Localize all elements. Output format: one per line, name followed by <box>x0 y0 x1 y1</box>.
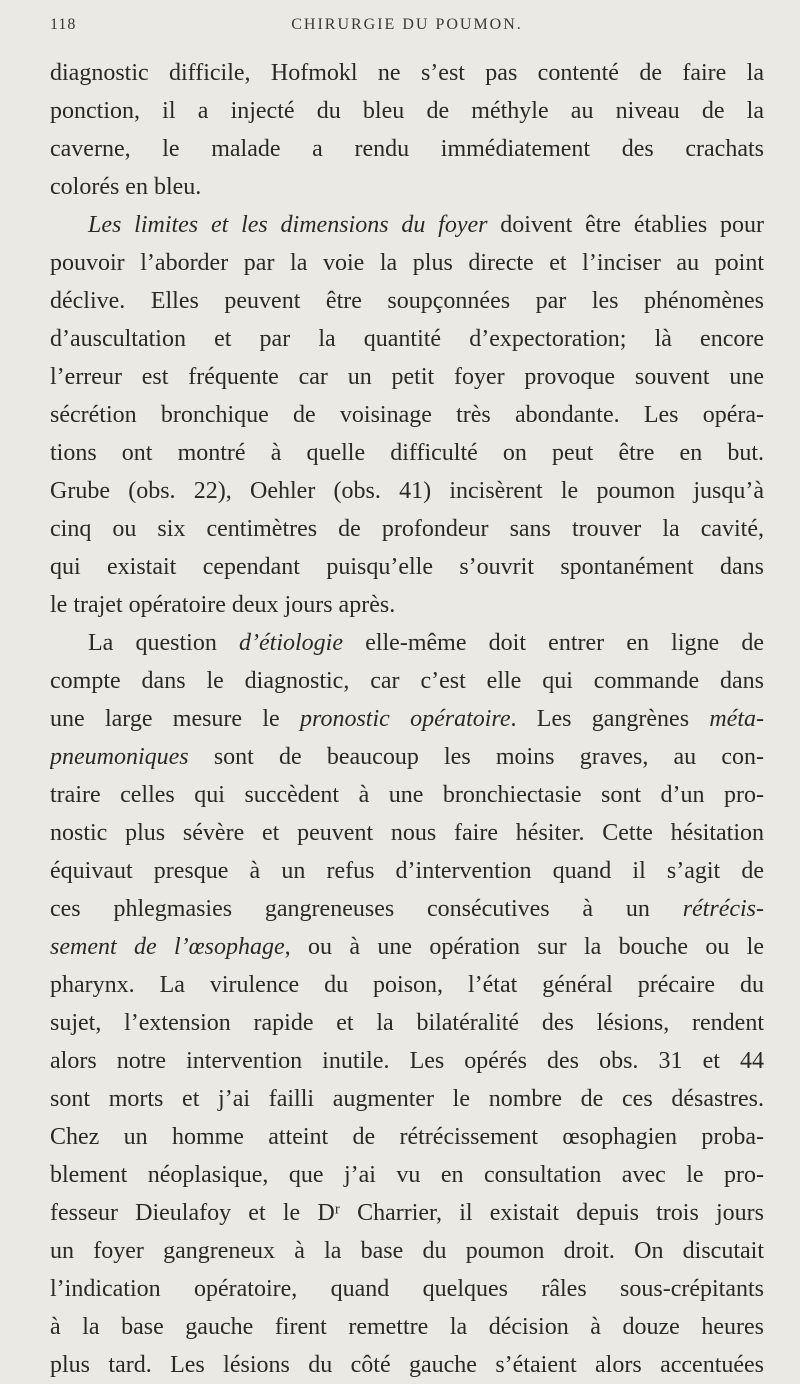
page-number: 118 <box>50 16 77 33</box>
text-segment: alors notre intervention inutile. Les opérés des obs. 31 et 44 <box>50 1048 764 1074</box>
text-line <box>50 244 764 282</box>
text-line <box>50 320 764 358</box>
italic-text: pronostic opératoire <box>300 706 511 732</box>
text-line <box>50 700 764 738</box>
text-line <box>50 1270 764 1308</box>
text-segment: ponction, il a injecté du bleu de méthyle au niveau de la <box>50 98 764 124</box>
text-line <box>50 434 764 472</box>
text-segment: l’erreur est fréquente car un petit foyer provoque souvent une <box>50 364 764 390</box>
text-line <box>50 1232 764 1270</box>
text-line <box>50 472 764 510</box>
text-line <box>50 1080 764 1118</box>
text-line <box>50 1156 764 1194</box>
italic-text: rétrécis- <box>682 896 764 922</box>
text-segment: d’auscultation et par la quantité d’expectoration; là encore <box>50 326 764 352</box>
text-line <box>50 206 764 244</box>
text-segment: l’indication opératoire, quand quelques râles sous-crépitants <box>50 1276 764 1302</box>
text-line <box>50 776 764 814</box>
text-segment: elle-même doit entrer en ligne de <box>343 630 764 656</box>
text-segment: équivaut presque à un refus d’intervention quand il s’agit de <box>50 858 764 884</box>
text-line <box>50 54 764 92</box>
text-line <box>50 92 764 130</box>
text-line <box>50 1118 764 1156</box>
text-segment: à la base gauche firent remettre la décision à douze heures <box>50 1314 764 1340</box>
text-line <box>50 890 764 928</box>
text-line <box>50 1004 764 1042</box>
text-line <box>50 168 764 206</box>
text-segment: , ou à une opération sur la bouche ou le <box>284 934 764 960</box>
text-segment: une large mesure le <box>50 706 300 732</box>
text-segment: nostic plus sévère et peuvent nous faire hésiter. Cette hésitation <box>50 820 764 846</box>
italic-text: sement de l’œsophage <box>50 934 285 960</box>
text-line <box>50 1308 764 1346</box>
text-segment: pouvoir l’aborder par la voie la plus directe et l’inciser au point <box>50 250 764 276</box>
text-segment: traire celles qui succèdent à une bronchiectasie sont d’un pro- <box>50 782 764 808</box>
text-segment: pharynx. La virulence du poison, l’état général précaire du <box>50 972 764 998</box>
italic-text: méta- <box>709 706 764 732</box>
text-segment: sécrétion bronchique de voisinage très abondante. Les opéra- <box>50 402 764 428</box>
text-segment: sont de beaucoup les moins graves, au con- <box>188 744 764 770</box>
body-text <box>50 54 764 1384</box>
text-segment: fesseur Dieulafoy et le Dʳ Charrier, il existait depuis trois jours <box>50 1200 764 1226</box>
text-line <box>50 510 764 548</box>
italic-text: pneumoniques <box>50 744 189 770</box>
text-line <box>50 1194 764 1232</box>
text-line <box>50 814 764 852</box>
running-head <box>50 16 764 40</box>
text-segment: compte dans le diagnostic, car c’est elle qui commande dans <box>50 668 764 694</box>
text-segment: blement néoplasique, que j’ai vu en consultation avec le pro- <box>50 1162 764 1188</box>
text-line <box>50 282 764 320</box>
text-segment: La question <box>88 630 240 656</box>
text-segment: qui existait cependant puisqu’elle s’ouvrit spontanément dans <box>50 554 764 580</box>
text-segment: caverne, le malade a rendu immédiatement des crachats <box>50 136 764 162</box>
text-line <box>50 586 764 624</box>
text-segment: Chez un homme atteint de rétrécissement œsophagien proba- <box>50 1124 764 1150</box>
text-line <box>50 928 764 966</box>
italic-text: d’étiologie <box>239 630 343 656</box>
text-segment: déclive. Elles peuvent être soupçonnées par les phénomènes <box>50 288 764 314</box>
text-line <box>50 396 764 434</box>
running-title: CHIRURGIE DU POUMON. <box>291 16 523 33</box>
text-line <box>50 624 764 662</box>
text-line <box>50 738 764 776</box>
text-line <box>50 358 764 396</box>
text-segment: Grube (obs. 22), Oehler (obs. 41) incisèrent le poumon jusqu’à <box>50 478 764 504</box>
text-segment: plus tard. Les lésions du côté gauche s’étaient alors accentuées <box>50 1352 764 1378</box>
text-line <box>50 130 764 168</box>
text-segment: sont morts et j’ai failli augmenter le nombre de ces désastres. <box>50 1086 764 1112</box>
text-segment: doivent être établies pour <box>487 212 764 238</box>
text-line <box>50 966 764 1004</box>
text-segment: sujet, l’extension rapide et la bilatéralité des lésions, rendent <box>50 1010 764 1036</box>
text-segment: . Les gangrènes <box>510 706 710 732</box>
italic-text: Les limites et les dimensions du foyer <box>88 212 488 238</box>
text-line <box>50 852 764 890</box>
text-segment: ces phlegmasies gangreneuses consécutives à un <box>50 896 683 922</box>
text-segment: cinq ou six centimètres de profondeur sans trouver la cavité, <box>50 516 764 542</box>
text-line <box>50 1346 764 1384</box>
text-segment: tions ont montré à quelle difficulté on peut être en but. <box>50 440 764 466</box>
text-segment: colorés en bleu. <box>50 174 202 200</box>
text-line <box>50 548 764 586</box>
text-line <box>50 662 764 700</box>
text-line <box>50 1042 764 1080</box>
text-segment: un foyer gangreneux à la base du poumon droit. On discutait <box>50 1238 764 1264</box>
text-segment: le trajet opératoire deux jours après. <box>50 592 396 618</box>
text-segment: diagnostic difficile, Hofmokl ne s’est pas contenté de faire la <box>50 60 764 86</box>
